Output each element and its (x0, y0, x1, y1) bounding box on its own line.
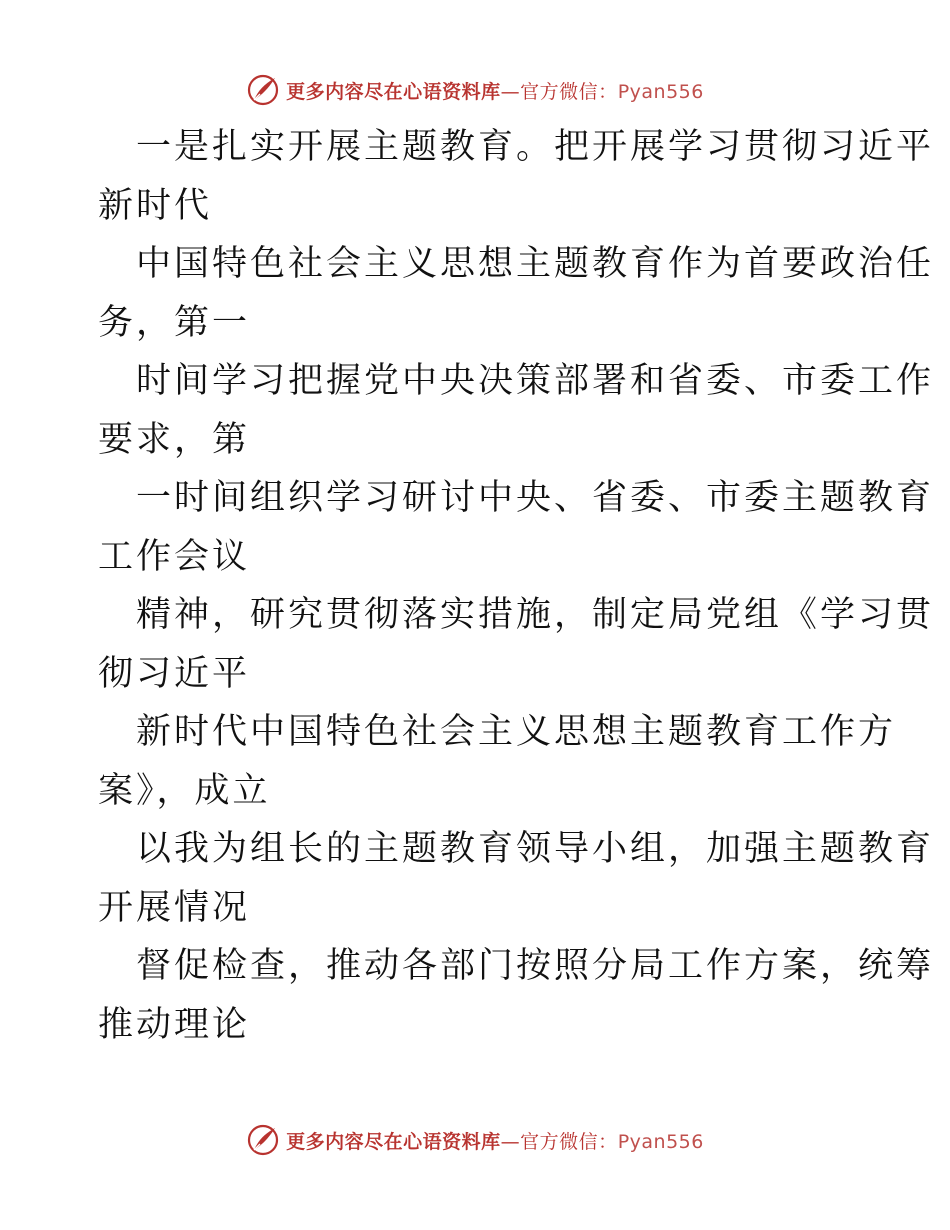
paragraph (98, 703, 897, 820)
paragraph (98, 820, 935, 937)
paragraph-line: 精神，研究贯彻落实措施，制定局党组《学习贯 (136, 595, 935, 635)
watermark-separator: — (500, 80, 521, 103)
watermark-label: 官方微信： (520, 80, 618, 103)
paragraph-line: 一是扎实开展主题教育。把开展学习贯彻习近平 (136, 127, 935, 167)
paragraph-line: 中国特色社会主义思想主题教育作为首要政治任 (136, 244, 935, 284)
paragraph (98, 352, 935, 469)
paragraph-line: 工作会议 (98, 536, 251, 577)
paragraph-line: 新时代中国特色社会主义思想主题教育工作方 (136, 712, 897, 752)
paragraph-line: 案》，成立 (98, 770, 271, 811)
paragraph-line: 以我为组长的主题教育领导小组，加强主题教育 (136, 829, 935, 869)
paragraph-line: 要求，第 (98, 419, 251, 460)
paragraph-line: 彻习近平 (98, 653, 251, 694)
paragraph-line: 开展情况 (98, 887, 251, 928)
paragraph (98, 469, 935, 586)
watermark-main: 更多内容尽在心语资料库 (286, 1130, 501, 1153)
document-body (98, 118, 935, 1054)
paragraph (98, 937, 935, 1054)
paragraph-line: 推动理论 (98, 1004, 251, 1045)
paragraph-line: 一时间组织学习研讨中央、省委、市委主题教育 (136, 478, 935, 518)
paragraph (98, 235, 935, 352)
watermark-text (286, 1127, 704, 1154)
header-watermark (0, 70, 950, 110)
quill-pen-circle-icon (246, 1123, 280, 1157)
footer-watermark (0, 1120, 950, 1160)
paragraph-line: 新时代 (98, 185, 213, 226)
quill-pen-circle-icon (246, 73, 280, 107)
watermark-label: 官方微信： (520, 1130, 618, 1153)
watermark-id: Pyan556 (617, 80, 704, 103)
paragraph-line: 务，第一 (98, 302, 251, 343)
paragraph-line: 时间学习把握党中央决策部署和省委、市委工作 (136, 361, 935, 401)
watermark-separator: — (500, 1130, 521, 1153)
paragraph (98, 586, 935, 703)
watermark-text (286, 77, 704, 104)
watermark-id: Pyan556 (617, 1130, 704, 1153)
paragraph (98, 118, 935, 235)
watermark-main: 更多内容尽在心语资料库 (286, 80, 501, 103)
paragraph-line: 督促检查，推动各部门按照分局工作方案，统筹 (136, 946, 935, 986)
